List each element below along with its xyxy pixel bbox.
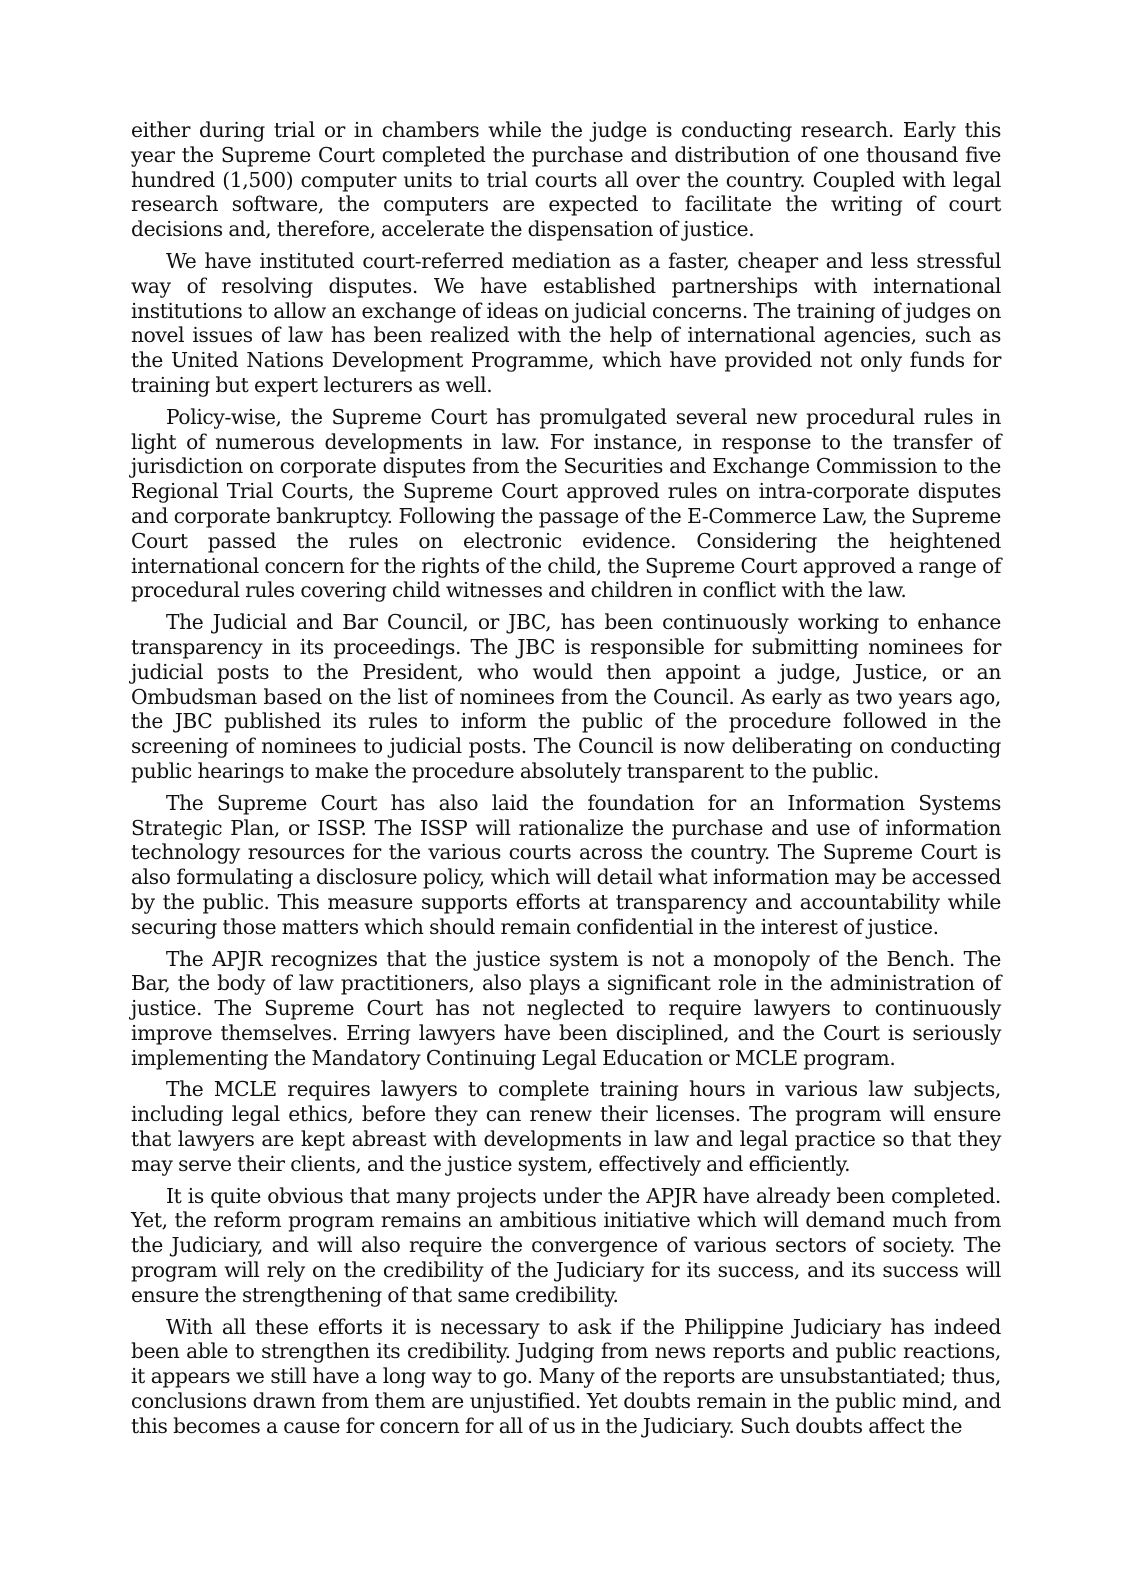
paragraph-mediation: We have instituted court-referred mediation as a faster, cheaper and less stressful way of resolving disputes. We have established partnerships with international institutions to allow an exchange of ideas on judicial concerns. The training of judges on novel issues of law has been realized with the help of international agencies, such as the United Nations Development Programme, which have provided not only funds for training but expert lecturers as well.	[131, 248, 1001, 397]
paragraph-apjr-bar: The APJR recognizes that the justice system is not a monopoly of the Bench. The Bar, the body of law practitioners, also plays a significant role in the administration of justice. The Supreme Court has not neglected to require lawyers to continuously improve themselves. Erring lawyers have been disciplined, and the Court is seriously implementing the Mandatory Continuing Legal Education or MCLE program.	[131, 946, 1001, 1070]
paragraph-issp: The Supreme Court has also laid the foundation for an Information Systems Strategic Plan, or ISSP. The ISSP will rationalize the purchase and use of information technology resources for the various courts across the country. The Supreme Court is also formulating a disclosure policy, which will detail what information may be accessed by the public. This measure supports efforts at transparency and accountability while securing those matters which should remain confidential in the interest of justice.	[131, 790, 1001, 939]
paragraph-mcle: The MCLE requires lawyers to complete training hours in various law subjects, including legal ethics, before they can renew their licenses. The program will ensure that lawyers are kept abreast with developments in law and legal practice so that they may serve their clients, and the justice system, effectively and efficiently.	[131, 1077, 1001, 1176]
paragraph-procedural-rules: Policy-wise, the Supreme Court has promulgated several new procedural rules in light of numerous developments in law. For instance, in response to the transfer of jurisdiction on corporate disputes from the Securities and Exchange Commission to the Regional Trial Courts, the Supreme Court approved rules on intra-corporate disputes and corporate bankruptcy. Following the passage of the E-Commerce Law, the Supreme Court passed the rules on electronic evidence. Considering the heightened international concern for the rights of the child, the Supreme Court approved a range of procedural rules covering child witnesses and children in conflict with the law.	[131, 404, 1001, 603]
paragraph-credibility: With all these efforts it is necessary to ask if the Philippine Judiciary has indeed been able to strengthen its credibility. Judging from news reports and public reactions, it appears we still have a long way to go. Many of the reports are unsubstantiated; thus, conclusions drawn from them are unjustified. Yet doubts remain in the public mind, and this becomes a cause for concern for all of us in the Judiciary. Such doubts affect the	[131, 1314, 1001, 1438]
paragraph-reform-program: It is quite obvious that many projects under the APJR have already been completed. Yet, the reform program remains an ambitious initiative which will demand much from the Judiciary, and will also require the convergence of various sectors of society. The program will rely on the credibility of the Judiciary for its success, and its success will ensure the strengthening of that same credibility.	[131, 1183, 1001, 1307]
paragraph-jbc: The Judicial and Bar Council, or JBC, has been continuously working to enhance transparency in its proceedings. The JBC is responsible for submitting nominees for judicial posts to the President, who would then appoint a judge, Justice, or an Ombudsman based on the list of nominees from the Council. As early as two years ago, the JBC published its rules to inform the public of the procedure followed in the screening of nominees to judicial posts. The Council is now deliberating on conducting public hearings to make the procedure absolutely transparent to the public.	[131, 610, 1001, 783]
document-page	[131, 118, 1001, 1446]
paragraph-continued: either during trial or in chambers while the judge is conducting research. Early this year the Supreme Court completed the purchase and distribution of one thousand five hundred (1,500) computer units to trial courts all over the country. Coupled with legal research software, the computers are expected to facilitate the writing of court decisions and, therefore, accelerate the dispensation of justice.	[131, 118, 1001, 242]
